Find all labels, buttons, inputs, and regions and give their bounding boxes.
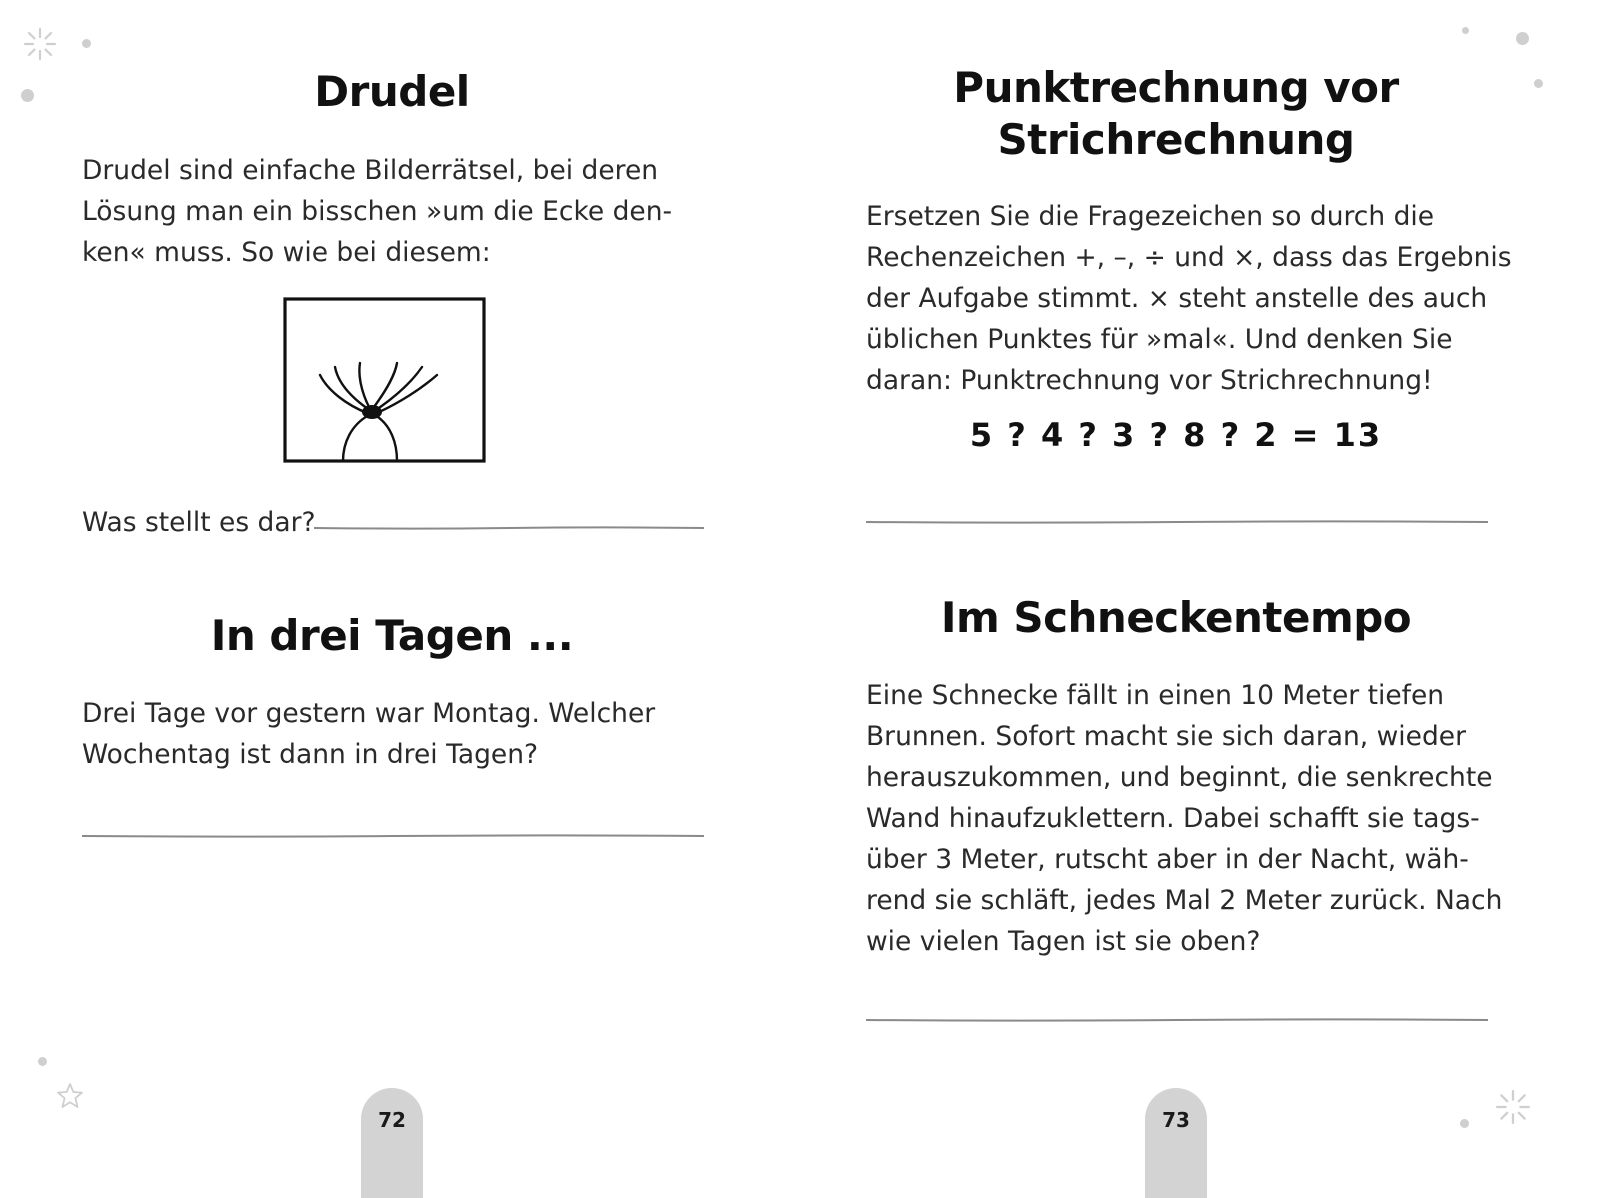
text-line: ken« muss. So wie bei diesem: (82, 237, 491, 268)
star-outline-icon (56, 1082, 84, 1110)
text-line: Wochentag ist dann in drei Tagen? (82, 739, 539, 770)
text-line: Lösung man ein bisschen »um die Ecke den- (82, 196, 673, 227)
text-line: Drei Tage vor gestern war Montag. Welcher (82, 698, 656, 729)
text-line: der Aufgabe stimmt. × steht anstelle des auch (866, 283, 1488, 314)
text-line: Rechenzeichen +, –, ÷ und ×, dass das Ergebnis (866, 242, 1512, 273)
text-line: Brunnen. Sofort macht sie sich daran, wieder (866, 721, 1466, 752)
equation: 5 ? 4 ? 3 ? 8 ? 2 = 13 (969, 416, 1383, 454)
schneckentempo-text (866, 675, 1566, 962)
text-line: wie vielen Tagen ist sie oben? (866, 926, 1261, 957)
dot-icon (82, 39, 91, 48)
dot-icon (1534, 79, 1543, 88)
answer-line (866, 520, 1488, 524)
drei-tage-title: In drei Tagen ... (210, 611, 574, 660)
answer-line (82, 834, 704, 838)
text-line: Drudel sind einfache Bilderrätsel, bei deren (82, 155, 659, 186)
punktrechnung-text (866, 196, 1566, 401)
drudel-title: Drudel (314, 67, 470, 116)
text-line: daran: Punktrechnung vor Strichrechnung! (866, 365, 1433, 396)
page-number-tab (1145, 1088, 1207, 1198)
right-page (800, 0, 1600, 1186)
page-number: 73 (1162, 1108, 1190, 1132)
left-page (0, 0, 800, 1186)
page-number: 72 (378, 1108, 406, 1132)
text-line: Eine Schnecke fällt in einen 10 Meter tiefen (866, 680, 1445, 711)
drei-tage-text (82, 693, 712, 775)
dot-icon (1460, 1119, 1469, 1128)
dot-icon (1516, 32, 1529, 45)
answer-line (866, 1018, 1488, 1022)
title-line: Punktrechnung vor (953, 63, 1399, 112)
dot-icon (21, 89, 34, 102)
drudel-question: Was stellt es dar? (82, 507, 316, 538)
spider-drawing (283, 297, 487, 465)
title-line: Strichrechnung (997, 115, 1355, 164)
page-number-tab (361, 1088, 423, 1198)
dot-icon (38, 1057, 47, 1066)
text-line: Ersetzen Sie die Fragezeichen so durch die (866, 201, 1435, 232)
sparkle-icon (22, 26, 58, 62)
drudel-intro (82, 150, 712, 273)
text-line: üblichen Punktes für »mal«. Und denken Sie (866, 324, 1453, 355)
punktrechnung-title (864, 62, 1488, 166)
text-line: Wand hinaufzuklettern. Dabei schafft sie tags- (866, 803, 1480, 834)
text-line: herauszukommen, und beginnt, die senkrechte (866, 762, 1493, 793)
schneckentempo-title: Im Schneckentempo (940, 593, 1412, 642)
sparkle-icon (1494, 1088, 1532, 1126)
text-line: rend sie schläft, jedes Mal 2 Meter zurück. Nach (866, 885, 1503, 916)
dot-icon (1462, 27, 1469, 34)
text-line: über 3 Meter, rutscht aber in der Nacht, wäh- (866, 844, 1469, 875)
answer-line (314, 526, 704, 530)
